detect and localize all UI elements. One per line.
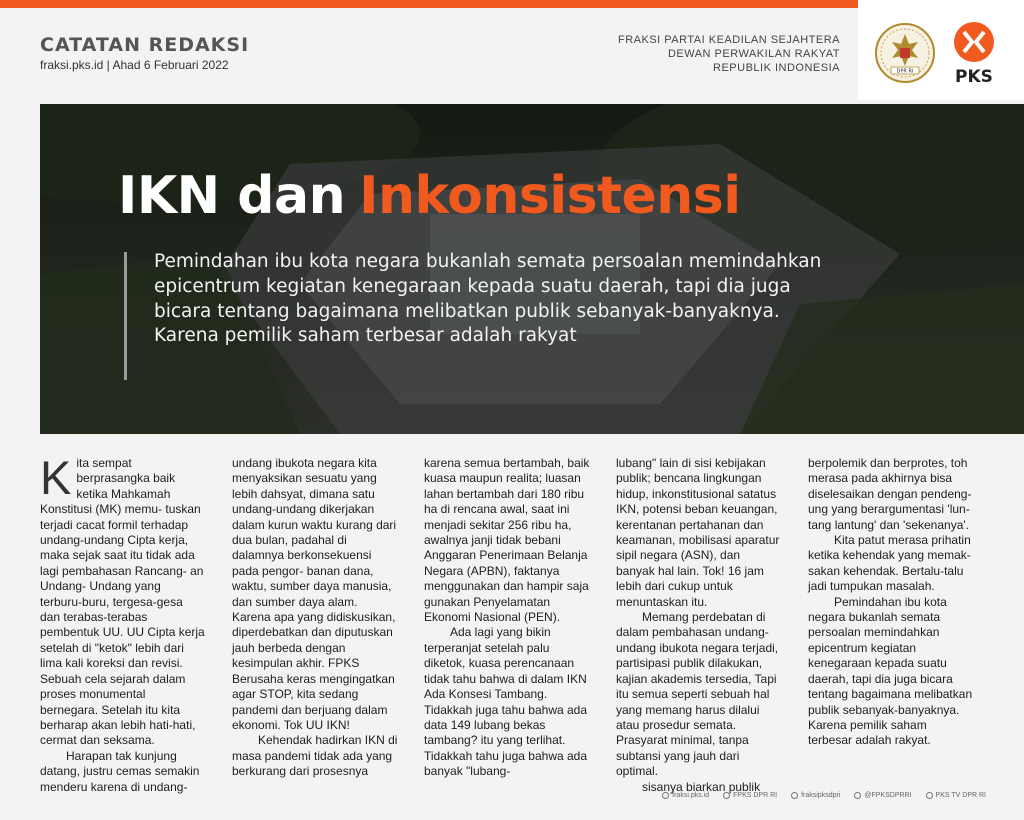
article-column-3 [424,456,590,780]
headline [118,166,741,226]
hero-banner [40,104,1024,434]
org-line: DEWAN PERWAKILAN RAKYAT [667,48,840,60]
dpr-emblem-icon [874,22,936,84]
footer-instagram-label: fraksipksdpri [801,792,841,799]
footer-website[interactable] [662,792,709,799]
footer-youtube[interactable] [926,792,986,799]
paragraph: sisanya biarkan publik [642,779,761,794]
source-date: fraksi.pks.id | Ahad 6 Februari 2022 [40,58,229,72]
paragraph: Kita patut merasa prihatin ketika kehendak yang memak- sakan kehendak. Bertalu-talu jadi tumpukan masalah. [808,533,971,594]
footer-facebook-label: FPKS DPR RI [733,792,778,799]
footer-youtube-label: PKS TV DPR RI [935,792,986,799]
instagram-icon [791,792,798,799]
paragraph: Pemindahan ibu kota negara bukanlah semata persoalan memindahkan epicentrum kegiatan kenegaraan kepada suatu daerah, tapi dia juga bicara tentang bagaimana melibatkan publik sebanyak-banyaknya. Karena pemilik saham terbesar adalah rakyat. [808,594,973,748]
paragraph: lubang" lain di sisi kebijakan publik; bencana lingkungan hidup, inkonstitusional satatus IKN, potensi beban keuangan, kerentanan pertahanan dan keamanan, mobilisasi aparatur sipil negara (ASN), dan banyak hal lain. Tok! 16 jam lebih dari cukup untuk menuntaskan itu. [616,456,780,609]
footer-twitter-label: @FPKSDPRRI [864,792,912,799]
globe-icon [662,792,669,799]
drop-cap: K [40,451,72,504]
article-column-1 [40,451,206,795]
paragraph: Harapan tak kunjung datang, justru cemas semakin menderu karena di undang- [40,748,200,794]
paragraph: ita sempat berprasangka baik ketika Mahkamah Konstitusi (MK) memu- tuskan terjadi cacat formil terhadap undang-undang Cipta kerja, maka sejak saat itu tidak ada lagi pembahasan Rancang- an Undang- Undang yang terburu-buru, tergesa-gesa dan terabas-terabas pembentuk UU. UU Cipta kerja setelah di "ketok" lebih dari lima kali koreksi dan revisi. Sebuah cela sejarah dalam proses monumental bernegara. Setelah itu kita berharap akan lebih hati-hati, cermat dan seksama. [40,456,205,748]
footer-facebook[interactable] [723,792,777,799]
paragraph: undang ibukota negara kita menyaksikan sesuatu yang lebih dahsyat, dimana satu undang-undang dikerjakan dalam kurun waktu kurang dari dua bulan, padahal di dalamnya berkonsekuensi pada pengor- banan dana, waktu, sumber daya manusia, dan sumber daya alam. Karena apa yang didiskusikan, diperdebatkan dan diputuskan jauh berbeda dengan kesimpulan akhir. FPKS Berusaha keras mengingatkan agar STOP, kita sedang pandemi dan berjuang dalam ekonomi. Tok UU IKN! [232,456,397,732]
paragraph: Memang perdebatan di dalam pembahasan undang- undang ibukota negara terjadi, partisipasi publik dilakukan, kajian akademis tersedia, Tapi itu semua seperti sebuah hal yang memang harus dilalui atau prosedur semata. Prasyarat minimal, tanpa subtansi yang jauh dari optimal. [616,610,779,779]
headline-white: IKN dan [118,166,346,226]
footer-website-label: fraksi.pks.id [672,792,710,799]
pks-logo-icon [946,20,1002,88]
paragraph: Kehendak hadirkan IKN di masa pandemi tidak ada yang berkurang dari prosesnya [232,733,398,779]
youtube-icon [926,792,933,799]
paragraph: Ada lagi yang bikin terperanjat setelah palu diketok, kuasa perencanaan tidak tahu bahwa di dalam IKN Ada Konsesi Tambang. Tidakkah juga tahu bahwa ada data 149 lubang bekas tambang? itu yang terlihat. Tidakkah tahu juga bahwa ada banyak "lubang- [424,625,588,779]
pks-logo-label: PKS [955,67,993,87]
dpr-emblem-label: DPR RI [896,68,914,75]
paragraph: berpolemik dan berprotes, toh merasa pada akhirnya bisa diselesaikan dengan pendeng- ung yang berargumentasi 'lun- tang lantung' dan 'sekenanya'. [808,456,972,532]
footer-instagram[interactable] [791,792,840,799]
organization-name [560,33,840,75]
lead-divider [124,252,127,380]
org-line: REPUBLIK INDONESIA [713,62,840,74]
footer-twitter[interactable] [854,792,911,799]
facebook-icon [723,792,730,799]
article-column-5 [808,456,974,749]
twitter-icon [854,792,861,799]
org-line: FRAKSI PARTAI KEADILAN SEJAHTERA [618,34,840,46]
article-column-2 [232,456,398,780]
social-footer [662,792,986,799]
lead-paragraph: Pemindahan ibu kota negara bukanlah semata persoalan memindahkan epicentrum kegiatan kenegaraan kepada suatu daerah, tapi dia juga bicara tentang bagaimana melibatkan publik sebanyak-banyaknya. Karena pemilik saham terbesar adalah rakyat [154,251,822,347]
article-column-4 [616,456,782,795]
headline-orange: Inkonsistensi [359,166,741,226]
top-accent-bar [0,0,858,8]
paragraph: karena semua bertambah, baik kuasa maupun realita; luasan lahan bertambah dari 180 ribu ha di rencana awal, saat ini menjadi sekitar 256 ribu ha, awalnya janji tidak bebani Anggaran Penerimaan Belanja Negara (APBN), faktanya menggunakan dan hampir saja gunakan Penyelamatan Ekonomi Nasional (PEN). [424,456,590,625]
section-title: CATATAN REDAKSI [40,34,250,56]
